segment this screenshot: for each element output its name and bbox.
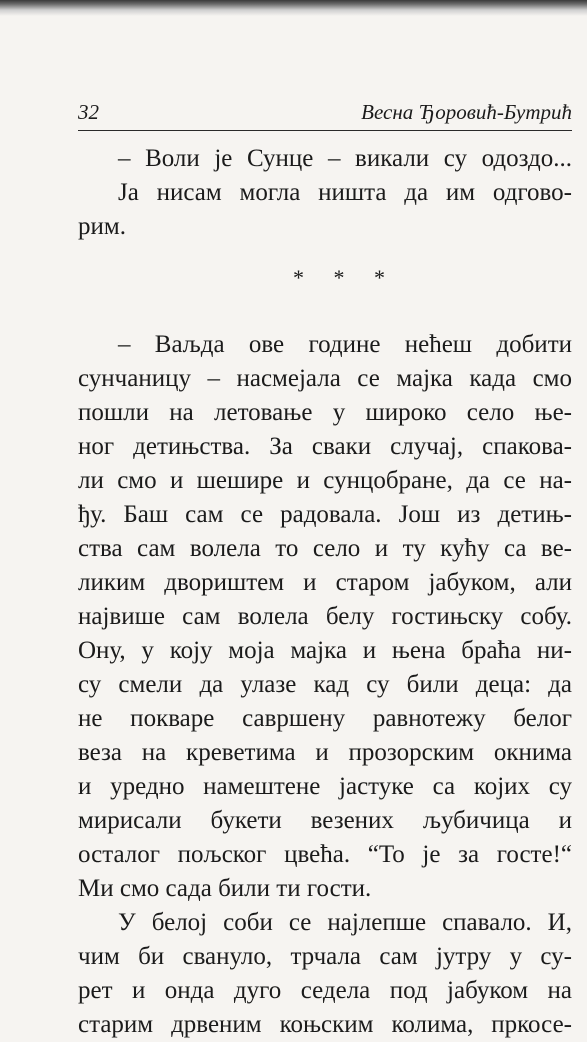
running-head: Весна Ђоровић-Бутрић (361, 100, 572, 124)
text-line: – Ваљда ове године нећеш добити (118, 331, 572, 358)
text-line: ликим двориштем и старом јабуком, али (78, 569, 572, 596)
page-number: 32 (78, 100, 99, 124)
text-line: мирисали букети везених љубичица и (78, 807, 572, 834)
page-header (78, 100, 572, 130)
text-line: ног детињства. За сваки случај, спакова- (78, 433, 572, 460)
text-line: рим. (78, 213, 126, 240)
text-line: не покваре савршену равнотежу белог (78, 705, 572, 732)
text-line: ђу. Баш сам се радовала. Још из детињ- (78, 501, 572, 528)
text-line: сунчаницу – насмејала се мајка када смо (78, 365, 572, 392)
text-line: пошли на летовање у широко село ње- (78, 399, 572, 426)
text-line: У белој соби се најлепше спавало. И, (118, 909, 572, 936)
body-text (78, 142, 572, 1042)
text-line: Ми смо сада били ти гости. (78, 875, 372, 902)
text-line: веза на креветима и прозорским окнима (78, 739, 572, 766)
text-line: старим дрвеним коњским колима, пркосе- (78, 1011, 572, 1038)
header-rule (78, 130, 572, 131)
text-line: Ја нисам могла ништа да им одгово- (118, 179, 572, 206)
text-line: осталог пољског цвећа. “То је за госте!“ (78, 841, 572, 868)
scan-edge-shadow (0, 0, 587, 16)
text-line: ства сам волела то село и ту кућу са ве- (78, 535, 572, 562)
text-line: ли смо и шешире и сунцобране, да се на- (78, 467, 572, 494)
section-separator: * * * (293, 265, 397, 290)
text-line: и уредно намештене јастуке са којих су (78, 773, 572, 800)
text-line: највише сам волела белу гостињску собу. (78, 603, 572, 630)
text-line: чим би свануло, трчала сам јутру у су- (78, 943, 572, 970)
text-line: рет и онда дуго седела под јабуком на (78, 977, 572, 1004)
text-line: су смели да улазе кад су били деца: да (78, 671, 572, 698)
text-line: Ону, у коју моја мајка и њена браћа ни- (78, 637, 572, 664)
text-line: – Воли је Сунце – викали су одоздо... (118, 145, 572, 172)
